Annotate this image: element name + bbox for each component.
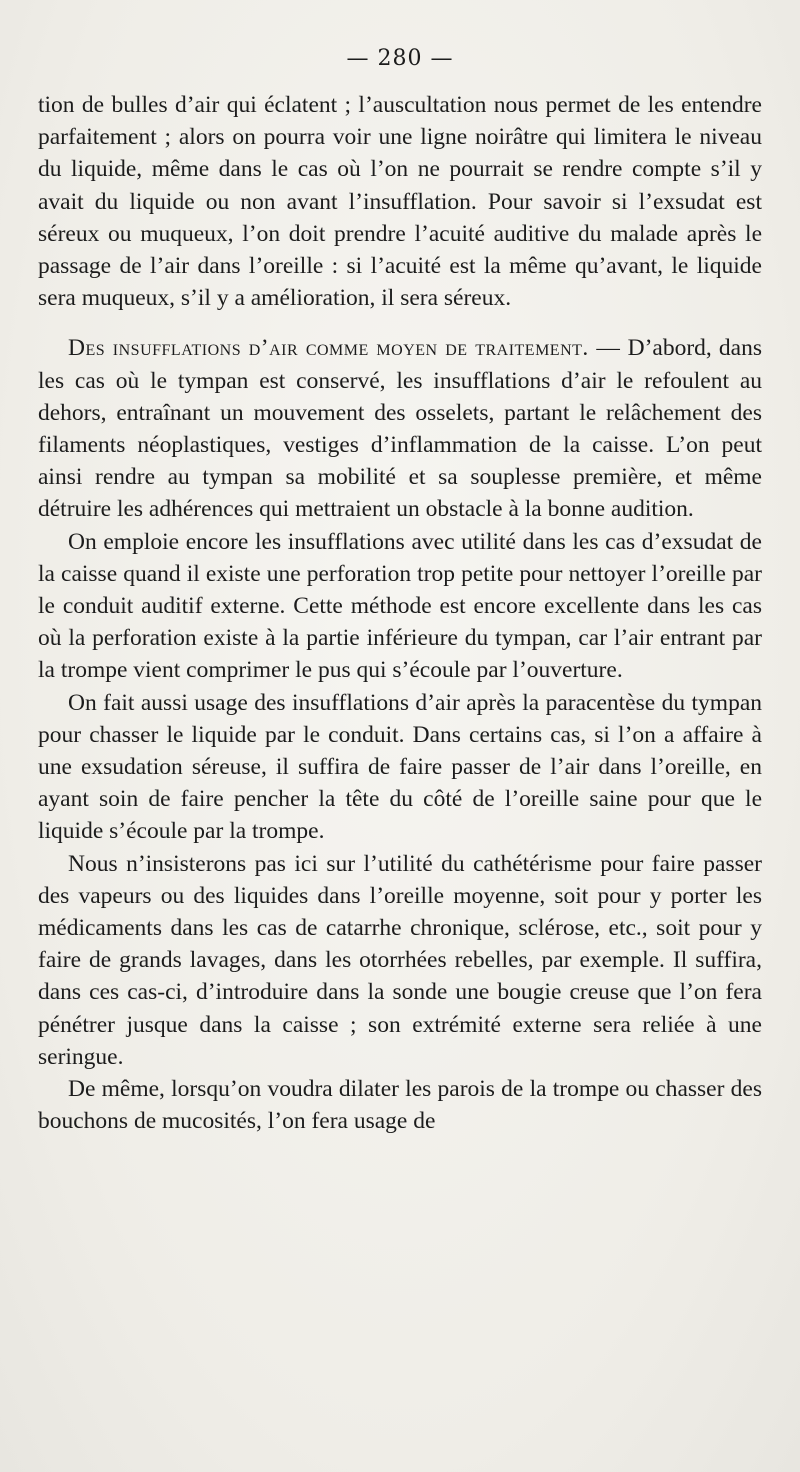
page-number: — 280 — (346, 46, 454, 71)
section-paragraph-body: D’abord, dans les cas où le tympan est conservé, les insufflations d’air le refoulent au dehors, entraînant un mouvement des osselets, partant le relâchement des filaments néoplastiques, vestiges d’inflammation de la caisse. L’on peut ainsi rendre au tympan sa mobilité et sa souplesse première, et même détruire les adhérences qui mettraient un obstacle à la bonne audition. (38, 335, 762, 523)
paragraph: On fait aussi usage des insufflations d’air après la paracentèse du tympan pour chasser le liquide par le conduit. Dans certains cas, si l’on a affaire à une exsudation séreuse, il suffira de faire passer de l’air dans l’oreille, en ayant soin de faire pencher la tête du côté de l’oreille saine pour que le liquide s’écoule par la trompe. (38, 689, 762, 845)
paragraph-continuation: tion de bulles d’air qui éclatent ; l’auscultation nous permet de les entendre parfaitement ; alors on pourra voir une ligne noirâtre qui limitera le niveau du liquide, même dans le cas où l’on ne pourrait se rendre compte s’il y avait du liquide ou non avant l’insufflation. Pour savoir si l’exsudat est séreux ou muqueux, l’on doit prendre l’acuité auditive du malade après le passage de l’air dans l’oreille : si l’acuité est la même qu’avant, le liquide sera muqueux, s’il y a amélioration, il sera séreux. (38, 92, 762, 312)
paragraph: Nous n’insisterons pas ici sur l’utilité du cathétérisme pour faire passer des vapeurs ou des liquides dans l’oreille moyenne, soit pour y porter les médicaments dans les cas de catarrhe chronique, sclérose, etc., soit pour y faire de grands lavages, dans les otorrhées rebelles, par exemple. Il suffira, dans ces cas-ci, d’introduire dans la sonde une bougie creuse que l’on fera pénétrer jusque dans la caisse ; son extrémité externe sera reliée à une seringue. (38, 850, 762, 1070)
section-heading: Des insufflations d’air comme moyen de traitement. — (68, 335, 621, 362)
paragraph: De même, lorsqu’on voudra dilater les parois de la trompe ou chasser des bouchons de mucosités, l’on fera usage de (38, 1076, 762, 1135)
body-text (38, 89, 762, 1138)
paragraph-section-start (38, 332, 762, 525)
paragraph: On emploie encore les insufflations avec utilité dans les cas d’exsudat de la caisse quand il existe une perforation trop petite pour nettoyer l’oreille par le conduit auditif externe. Cette méthode est encore excellente dans les cas où la perforation existe à la partie inférieure du tympan, car l’air entrant par la trompe vient comprimer le pus qui s’écoule par l’ouverture. (38, 528, 762, 684)
